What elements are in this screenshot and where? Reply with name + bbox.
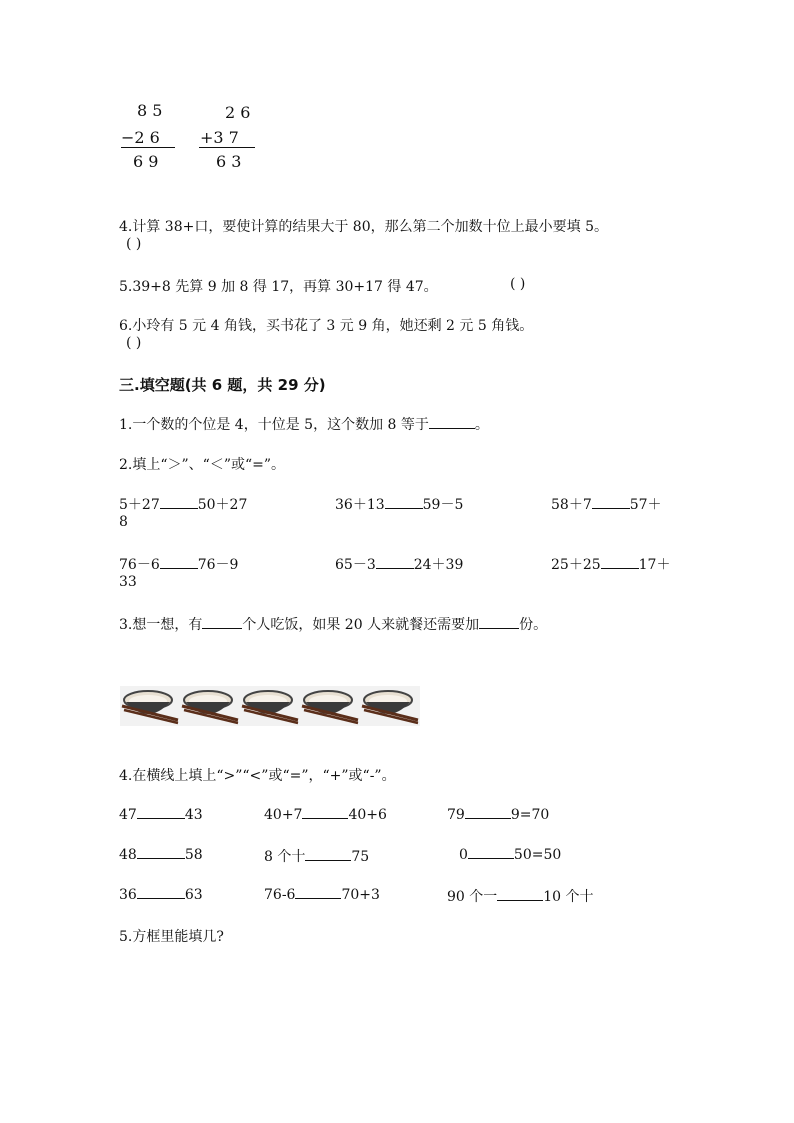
fill-q3: 3.想一想，有 个人吃饭，如果 20 人来就餐还需要加 份。 bbox=[119, 617, 548, 633]
fill-q5: 5.方框里能填几? bbox=[119, 929, 224, 945]
bowl-chopsticks-icon bbox=[120, 686, 420, 726]
vcalc-left-op: −2 6 bbox=[121, 128, 160, 147]
vcalc-left-result: 6 9 bbox=[133, 152, 159, 171]
q4-blank[interactable] bbox=[497, 888, 543, 901]
q2-blank[interactable] bbox=[385, 496, 423, 509]
q2-blank[interactable] bbox=[592, 496, 630, 509]
q4-item-r2c3: 0 50=50 bbox=[459, 847, 562, 863]
q4-blank[interactable] bbox=[305, 848, 351, 861]
q2-blank[interactable] bbox=[601, 556, 639, 569]
fill-q1-text: 1.一个数的个位是 4，十位是 5，这个数加 8 等于 bbox=[119, 417, 429, 433]
bowls-image bbox=[120, 686, 420, 726]
q4-blank[interactable] bbox=[137, 806, 185, 819]
q2-item-r1c1: 5＋27 50＋27 bbox=[119, 497, 248, 513]
q4-blank[interactable] bbox=[137, 886, 185, 899]
q4-item-r2c2: 8 个十 75 bbox=[264, 849, 370, 865]
fill-q1 bbox=[119, 414, 489, 434]
section-heading: 三.填空题(共 6 题，共 29 分) bbox=[119, 376, 326, 394]
q4-item-r1c3: 79 9=70 bbox=[447, 807, 550, 823]
q2-blank[interactable] bbox=[160, 496, 198, 509]
q2-blank[interactable] bbox=[376, 556, 414, 569]
fill-q1-suffix: 。 bbox=[474, 417, 489, 433]
fill-q3-blank-2[interactable] bbox=[479, 616, 519, 629]
q2-item-r1c2: 36＋13 59－5 bbox=[335, 497, 464, 513]
q4-blank[interactable] bbox=[302, 806, 348, 819]
q2-wrap-2: 33 bbox=[119, 574, 137, 590]
vcalc-right-result: 6 3 bbox=[216, 152, 242, 171]
q4-item-r1c2: 40+7 40+6 bbox=[264, 807, 387, 823]
q2-item-r2c3: 25＋25 17＋ bbox=[551, 557, 671, 573]
vcalc-right-top: 2 6 bbox=[225, 103, 251, 122]
fill-q4-title: 4.在横线上填上“>”“<”或“=”，“+”或“-”。 bbox=[119, 768, 396, 784]
judge-q4-text: 4.计算 38+口，要使计算的结果大于 80，那么第二个加数十位上最小要填 5。 bbox=[119, 219, 608, 235]
q4-item-r3c2: 76-6 70+3 bbox=[264, 887, 380, 903]
q2-wrap-1: 8 bbox=[119, 514, 128, 530]
vcalc-left-top: 8 5 bbox=[137, 101, 163, 120]
q4-item-r1c1: 47 43 bbox=[119, 807, 203, 823]
q4-blank[interactable] bbox=[295, 886, 341, 899]
judge-q6-text: 6.小玲有 5 元 4 角钱，买书花了 3 元 9 角，她还剩 2 元 5 角钱。 bbox=[119, 318, 534, 334]
q4-blank[interactable] bbox=[465, 806, 511, 819]
fill-q3-blank-1[interactable] bbox=[202, 616, 242, 629]
judge-q5-paren[interactable]: ( ) bbox=[510, 276, 526, 292]
vcalc-right-line bbox=[199, 147, 255, 148]
judge-q6-paren[interactable]: ( ) bbox=[126, 335, 142, 351]
q2-item-r2c2: 65－3 24＋39 bbox=[335, 557, 464, 573]
q2-item-r2c1: 76－6 76－9 bbox=[119, 557, 239, 573]
q4-item-r2c1: 48 58 bbox=[119, 847, 203, 863]
q4-blank[interactable] bbox=[468, 846, 514, 859]
q4-item-r3c3: 90 个一 10 个十 bbox=[447, 889, 594, 905]
fill-q1-blank[interactable] bbox=[429, 416, 475, 429]
fill-q2-title: 2.填上“＞”、“＜”或“=”。 bbox=[119, 457, 286, 473]
q4-item-r3c1: 36 63 bbox=[119, 887, 203, 903]
q2-blank[interactable] bbox=[160, 556, 198, 569]
judge-q4-paren[interactable]: ( ) bbox=[126, 236, 142, 252]
q4-blank[interactable] bbox=[137, 846, 185, 859]
vcalc-left-line bbox=[121, 147, 175, 148]
vcalc-right-op: +3 7 bbox=[200, 128, 239, 147]
q2-item-r1c3: 58＋7 57＋ bbox=[551, 497, 662, 513]
judge-q5-text: 5.39+8 先算 9 加 8 得 17，再算 30+17 得 47。 bbox=[119, 279, 438, 295]
